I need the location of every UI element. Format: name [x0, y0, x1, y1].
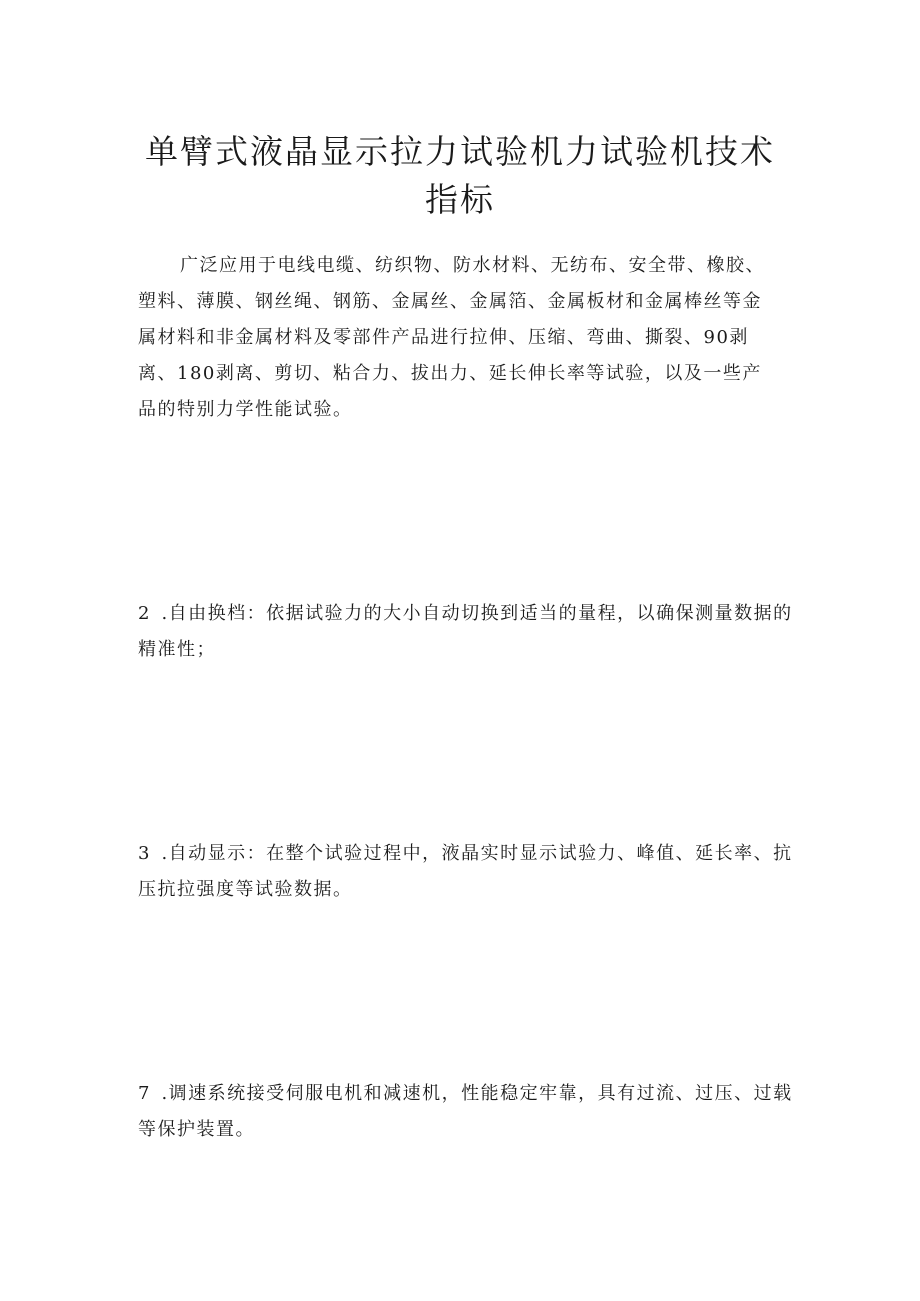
list-item — [138, 1076, 798, 1148]
intro-paragraph: 广泛应用于电线电缆、纺织物、防水材料、无纺布、安全带、橡胶、塑料、薄膜、钢丝绳、钢筋、金属丝、金属箔、金属板材和金属棒丝等金属材料和非金属材料及零部件产品进行拉伸、压缩、弯曲、撕裂、90剥离、180剥离、剪切、粘合力、拔出力、延长伸长率等试验，以及一些产品的特别力学性能试验。 — [138, 255, 765, 420]
item-text: .自由换档：依据试验力的大小自动切换到适当的量程，以确保测量数据的精准性； — [138, 603, 793, 660]
document-title: 单臂式液晶显示拉力试验机力试验机技术指标 — [145, 132, 775, 219]
item-number: 7 — [138, 1083, 150, 1104]
list-item — [138, 596, 798, 668]
item-number: 3 — [138, 843, 150, 864]
item-text: .自动显示：在整个试验过程中，液晶实时显示试验力、峰值、延长率、抗压抗拉强度等试验数据。 — [138, 843, 793, 900]
list-item — [138, 836, 798, 908]
item-text: .调速系统接受伺服电机和减速机，性能稳定牢靠，具有过流、过压、过载等保护装置。 — [138, 1083, 793, 1140]
item-number: 2 — [138, 603, 150, 624]
